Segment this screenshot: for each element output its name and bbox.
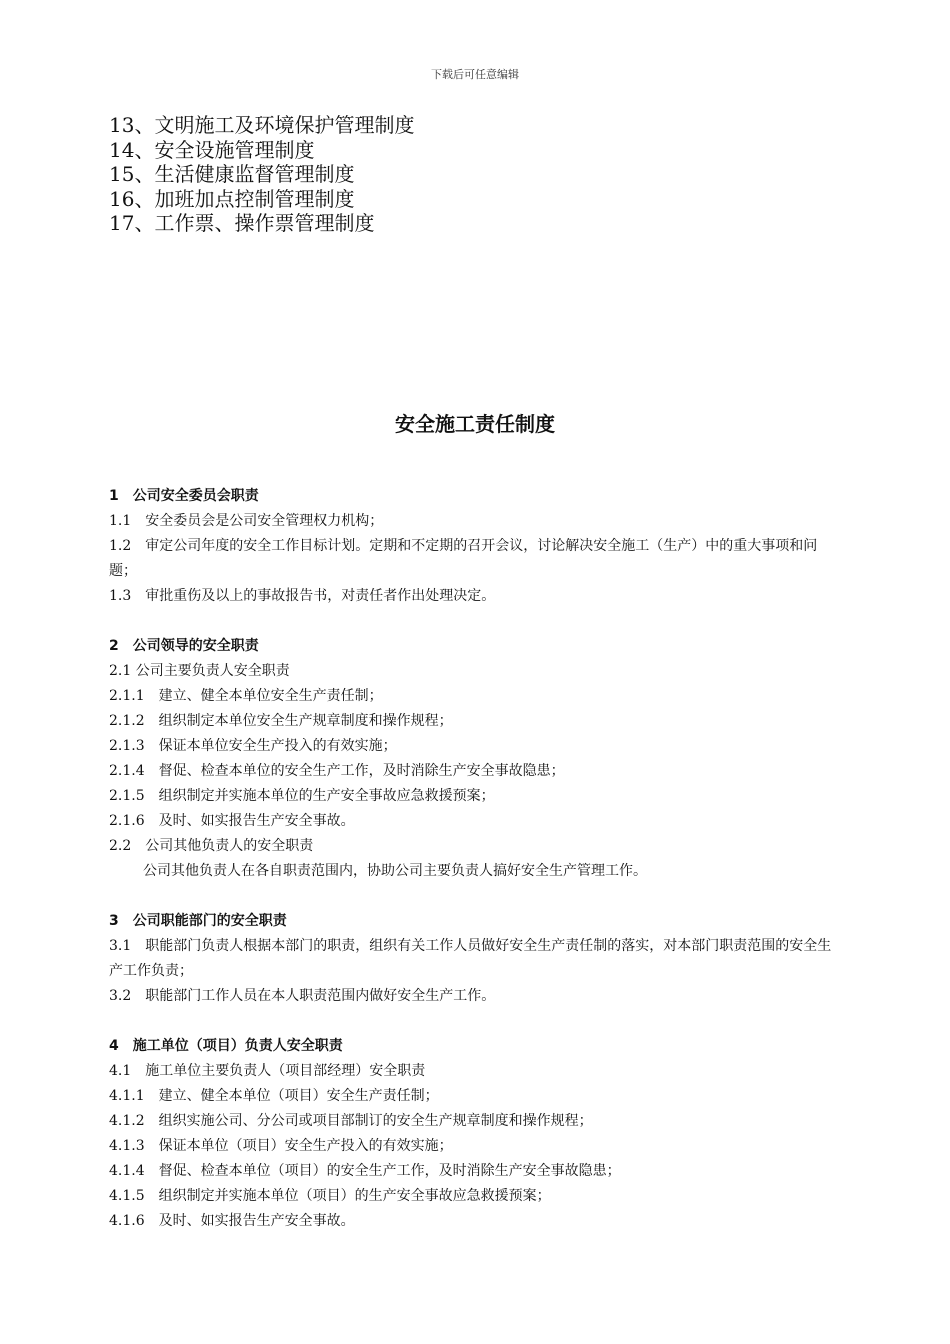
paragraph: 公司其他负责人在各自职责范围内，协助公司主要负责人搞好安全生产管理工作。 (143, 863, 647, 879)
section-heading: 4 施工单位（项目）负责人安全职责 (109, 1038, 343, 1054)
paragraph: 3.2 职能部门工作人员在本人职责范围内做好安全生产工作。 (109, 988, 496, 1004)
paragraph: 4.1.5 组织制定并实施本单位（项目）的生产安全事故应急救援预案； (109, 1188, 551, 1204)
section-heading: 2 公司领导的安全职责 (109, 638, 259, 654)
section-committee-duties (109, 484, 844, 609)
paragraph: 4.1.1 建立、健全本单位（项目）安全生产责任制； (109, 1088, 439, 1104)
document-body (109, 484, 844, 1259)
list-item: 16、加班加点控制管理制度 (109, 186, 355, 211)
paragraph: 1.2 审定公司年度的安全工作目标计划。定期和不定期的召开会议，讨论解决安全施工（生产）中的重大事项和问题； (109, 538, 818, 579)
section-heading: 1 公司安全委员会职责 (109, 488, 259, 504)
list-item: 13、文明施工及环境保护管理制度 (109, 113, 415, 137)
paragraph: 2.1.3 保证本单位安全生产投入的有效实施； (109, 738, 397, 754)
page-header-note: 下载后可任意编辑 (431, 68, 519, 81)
section-heading: 3 公司职能部门的安全职责 (109, 913, 287, 929)
paragraph: 4.1.4 督促、检查本单位（项目）的安全生产工作，及时消除生产安全事故隐患； (109, 1163, 621, 1179)
paragraph: 2.1.5 组织制定并实施本单位的生产安全事故应急救援预案； (109, 788, 495, 804)
paragraph: 2.2 公司其他负责人的安全职责 (109, 838, 314, 854)
paragraph: 4.1.3 保证本单位（项目）安全生产投入的有效实施； (109, 1138, 453, 1154)
paragraph: 4.1 施工单位主要负责人（项目部经理）安全职责 (109, 1063, 426, 1079)
paragraph: 4.1.6 及时、如实报告生产安全事故。 (109, 1213, 355, 1229)
section-department-duties (109, 909, 844, 1009)
section-project-lead-duties (109, 1034, 844, 1234)
paragraph: 4.1.2 组织实施公司、分公司或项目部制订的安全生产规章制度和操作规程； (109, 1113, 593, 1129)
list-item: 15、生活健康监督管理制度 (109, 162, 355, 186)
paragraph: 2.1.4 督促、检查本单位的安全生产工作，及时消除生产安全事故隐患； (109, 763, 565, 779)
paragraph: 2.1.6 及时、如实报告生产安全事故。 (109, 813, 355, 829)
paragraph: 2.1 公司主要负责人安全职责 (109, 663, 290, 679)
section-leader-duties (109, 634, 844, 884)
regulation-list (109, 113, 414, 236)
list-item: 17、工作票、操作票管理制度 (109, 211, 375, 235)
paragraph: 2.1.1 建立、健全本单位安全生产责任制； (109, 688, 383, 704)
document-title: 安全施工责任制度 (395, 412, 555, 436)
paragraph: 3.1 职能部门负责人根据本部门的职责，组织有关工作人员做好安全生产责任制的落实，对本部门职责范围的安全生产工作负责； (109, 938, 832, 979)
paragraph: 2.1.2 组织制定本单位安全生产规章制度和操作规程； (109, 713, 453, 729)
list-item: 14、安全设施管理制度 (109, 137, 315, 162)
paragraph: 1.3 审批重伤及以上的事故报告书，对责任者作出处理决定。 (109, 588, 496, 604)
paragraph: 1.1 安全委员会是公司安全管理权力机构； (109, 513, 384, 529)
